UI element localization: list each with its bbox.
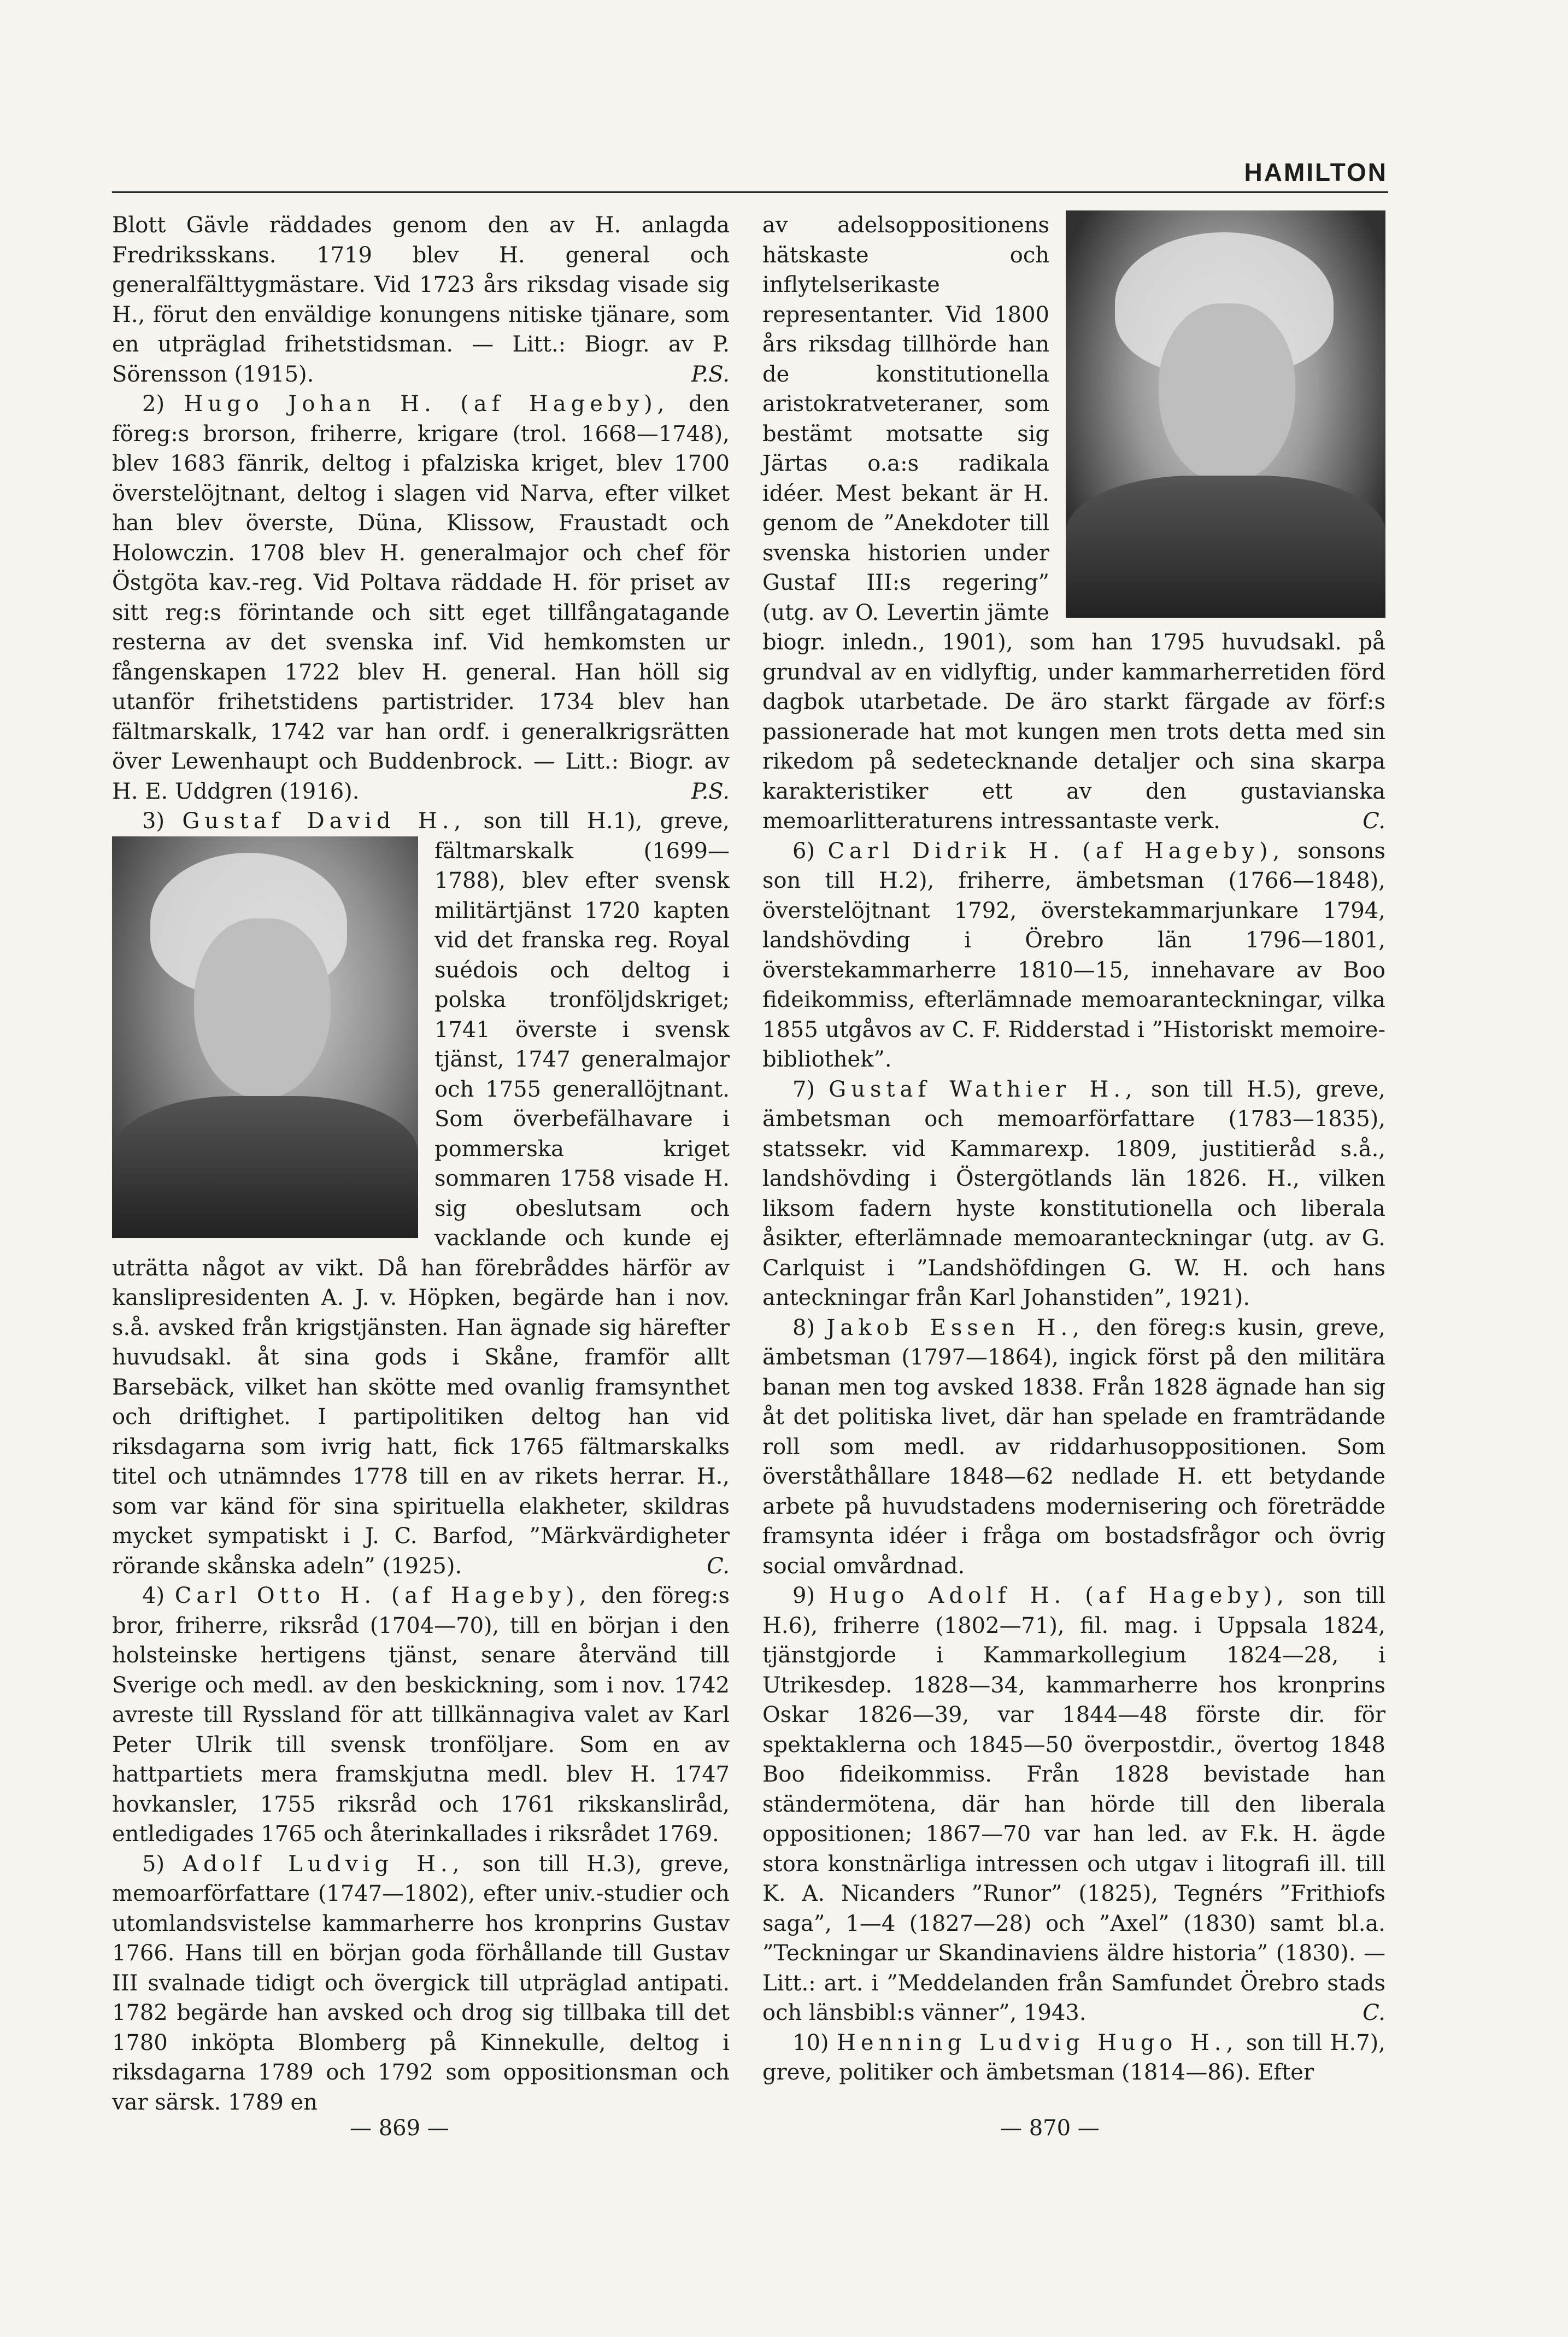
entry-4 [112,1581,730,1849]
entry-5 [112,1849,730,2118]
entry-text: son till H.7), greve, politiker och ämbetsman (1814—86). Efter [762,2030,1385,2085]
entry-number: 6) [792,838,815,864]
left-column [112,210,730,2117]
entry-text: son till H.1), greve, fältmarskalk (1699—1788), blev efter svensk militärtjänst 1720 kapten vid det franska reg. Royal suédois och deltog i polska tronföljdskriget; 1741 överste i svensk tjänst, 1747 generalmajor och 1755 generallöjtnant. Som överbefälhavare i pommerska kriget sommaren 1758 visade H. sig obeslutsam och vacklande och kunde ej uträtta något av vikt. Då han förebråddes härför av kanslipresidenten A. J. v. Höpken, begärde han i nov. s.å. avsked från krigstjänsten. Han ägnade sig härefter huvudsakl. åt sina gods i Skåne, framför allt Barsebäck, vilket han skötte med ovanlig framsynthet och driftighet. I partipolitiken deltog han vid riksdagarna som ivrig hatt, fick 1765 fältmarskalks titel och utnämndes 1778 till en av rikets herrar. H., som var känd för sina spirituella elakheter, skildras mycket sympatiskt i J. C. Barfod, ”Märkvärdigheter rörande skånska adeln” (1925). [112,809,730,1579]
portrait-face [194,918,331,1099]
signature: P.S. [691,361,730,387]
paragraph [762,210,1385,836]
entry-8 [762,1313,1385,1582]
entry-name: Jakob Essen H., [826,1315,1084,1340]
right-column [762,210,1385,2088]
paragraph-text: av adelsoppositionens hätskaste och inflytelserikaste representanter. Vid 1800 års riksdag tillhörde han de konstitutionella aristokratveteraner, som bestämt motsatte sig Järtas o.a:s radikala idéer. Mest bekant är H. genom de ”Anekdoter till svenska historien under Gustaf III:s regering” (utg. av O. Levertin jämte biogr. inledn., 1901), som han 1795 huvudsakl. på grundval av en vidlyftig, under kammarherretiden förd dagbok utarbetade. De äro starkt färgade av förf:s passionerade hat mot kungen men trots detta med sin rikedom på sedetecknande detaljer och sina skarpa karakteristiker ett av den gustavianska memoarlitteraturens intressantaste verk. [762,213,1385,834]
page-number-left: — 869 — [350,2116,449,2141]
signature: P.S. [691,778,730,804]
entry-number: 2) [142,391,165,417]
entry-number: 8) [792,1315,815,1340]
entry-text: son till H.5), greve, ämbetsman och memoarförfattare (1783—1835), statssekr. vid Kammarexp. 1809, justitieråd s.å., landshövding i Östergötlands län 1826. H., vilken liksom fadern hyste konstitutionella och liberala åsikter, efterlämnade memoaranteckningar (utg. av G. Carlquist i ”Landshöfdingen G. W. H. och hans anteckningar från Karl Johanstiden”, 1921). [762,1076,1386,1310]
entry-number: 7) [792,1076,815,1102]
running-head: HAMILTON [1244,158,1388,186]
entry-text: den föreg:s kusin, greve, ämbetsman (1797—1864), ingick först på den militära banan men tog avsked 1838. Från 1828 ägnade han sig åt det politiska livet, där han spelade en framträdande roll som medl. av riddarhusoppositionen. Som överståthållare 1848—62 nedlade H. ett betydande arbete på huvudstadens modernisering och företrädde framsynta idéer i fråga om bostadsfrågor och övrig social omvårdnad. [762,1315,1385,1579]
entry-name: Hugo Adolf H. (af Hageby), [829,1583,1289,1608]
entry-name: Gustaf Wathier H., [829,1076,1137,1102]
page-number-right: — 870 — [1000,2116,1100,2141]
entry-number: 9) [792,1583,815,1608]
entry-name: Gustaf David H., [182,809,466,834]
entry-name: Adolf Ludvig H., [183,1851,465,1877]
entry-name: Carl Otto H. (af Hageby), [174,1583,591,1608]
entry-2 [112,389,730,806]
signature: C. [707,1553,730,1579]
entry-10 [762,2028,1385,2088]
paragraph-text: Blott Gävle räddades genom den av H. anlagda Fredriksskans. 1719 blev H. general och generalfälttygmästare. Vid 1723 års riksdag visade sig H., förut den enväldige konungens nitiske tjänare, som en utpräglad frihetstidsman. — Litt.: Biogr. av P. Sörensson (1915). [112,213,730,387]
portrait-coat [112,1096,418,1238]
entry-text: sonsons son till H.2), friherre, ämbetsman (1766—1848), överstelöjtnant 1792, överstekammarjunkare 1794, landshövding i Örebro län 1796—1801, överstekammarherre 1810—15, innehavare av Boo fideikommiss, efterlämnade memoaranteckningar, vilka 1855 utgåvos av C. F. Ridderstad i ”Historiskt memoire-bibliothek”. [762,838,1386,1072]
signature: C. [1363,2000,1385,2025]
entry-6 [762,836,1385,1075]
portrait-adolf-ludvig-hamilton [1066,210,1385,618]
entry-name: Hugo Johan H. (af Hageby), [184,391,670,417]
portrait-gustaf-david-hamilton [112,836,418,1238]
entry-number: 10) [792,2030,829,2055]
entry-name: Henning Ludvig Hugo H., [837,2030,1238,2055]
entry-text: son till H.6), friherre (1802—71), fil. mag. i Uppsala 1824, tjänstgjorde i Kammarkollegium 1824—28, i Utrikesdep. 1828—34, kammarherre hos kronprins Oskar 1826—39, var 1844—48 förste dir. för spektaklerna och 1845—50 överpostdir., övertog 1848 Boo fideikommiss. Från 1828 bevistade han ständermötena, där han hörde till den liberala oppositionen; 1867—70 var han led. av F.k. H. ägde stora konstnärliga intressen och utgav i litografi ill. till K. A. Nicanders ”Runor” (1825), Tegnérs ”Frithiofs saga”, 1—4 (1827—28) och ”Axel” (1830) samt bl.a. ”Teckningar ur Skandinaviens äldre historia” (1830). — Litt.: art. i ”Meddelanden från Samfundet Örebro stads och länsbibl:s vänner”, 1943. [762,1583,1385,2025]
portrait-coat [1066,476,1385,618]
entry-9 [762,1581,1385,2028]
entry-number: 5) [142,1851,165,1877]
entry-number: 3) [142,809,165,834]
paragraph [112,210,730,389]
entry-text: den föreg:s brorson, friherre, krigare (trol. 1668—1748), blev 1683 fänrik, deltog i pfalziska kriget, blev 1700 överstelöjtnant, deltog i slagen vid Narva, efter vilket han blev överste, Düna, Klissow, Fraustadt och Holowczin. 1708 blev H. generalmajor och chef för Östgöta kav.-reg. Vid Poltava räddade H. för priset av sitt reg:s förintande och sitt eget tillfångatagande resterna av det svenska inf. Vid hemkomsten ur fångenskapen 1722 blev H. general. Han höll sig utanför frihetstidens partistrider. 1734 blev han fältmarskalk, 1742 var han ordf. i generalkrigsrätten över Lewenhaupt och Buddenbrock. — Litt.: Biogr. av H. E. Uddgren (1916). [112,391,730,804]
entry-text: son till H.3), greve, memoarförfattare (1747—1802), efter univ.-studier och utomlandsvistelse kammarherre hos kronprins Gustav 1766. Hans till en början goda förhållande till Gustav III svalnade tidigt och övergick till utpräglad antipati. 1782 begärde han avsked och drog sig tillbaka till det 1780 inköpta Blomberg på Kinnekulle, deltog i riksdagarna 1789 och 1792 som oppositionsman och var särsk. 1789 en [112,1851,730,2115]
entry-text: den föreg:s bror, friherre, riksråd (1704—70), till en början i den holsteinske hertigens tjänst, senare återvänd till Sverige och medl. av den beskickning, som i nov. 1742 avreste till Ryssland för att tillkännagiva valet av Karl Peter Ulrik till svensk tronföljare. Som en av hattpartiets mera framskjutna medl. blev H. 1747 hovkansler, 1755 riksråd och 1761 rikskansliråd, entledigades 1765 och återinkallades i riksrådet 1769. [112,1583,730,1847]
header-rule [112,191,1388,193]
signature: C. [1363,809,1385,834]
entry-3 [112,806,730,1581]
portrait-face [1159,303,1295,484]
entry-7 [762,1075,1385,1313]
entry-name: Carl Didrik H. (af Hageby), [827,838,1285,864]
entry-number: 4) [142,1583,165,1608]
